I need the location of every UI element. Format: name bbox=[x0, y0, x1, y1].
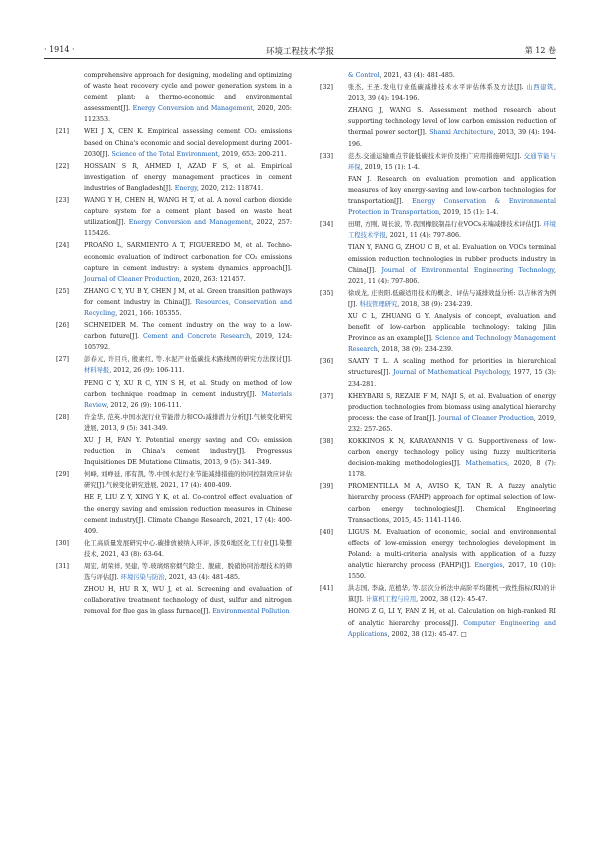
reference-citation-tail: , 2013, 39 (4): 194-196. bbox=[348, 84, 556, 103]
reference-entry bbox=[308, 391, 556, 435]
reference-entry bbox=[308, 288, 556, 310]
reference-text: ZHOU H, HU R X, WU J, et al. Screening and evaluation of collaborative treatment technology of dust, sulfur and nitrogen removal for flue gas in glass furnace[J]. bbox=[84, 586, 292, 616]
reference-citation-tail: , 2013, 39 (4): 194-196. bbox=[348, 129, 556, 148]
reference-number: [41] bbox=[320, 585, 333, 593]
reference-journal-link[interactable]: Journal of Cleaner Production bbox=[84, 275, 180, 283]
reference-entry bbox=[44, 538, 292, 560]
reference-citation-tail: , 2002, 38 (12): 45-47. bbox=[416, 596, 488, 604]
reference-text: HOSSAIN S R, AHMED I, AZAD F S, et al. Empirical investigation of energy management practices in cement industries of Bangladesh[J]. bbox=[84, 162, 292, 192]
reference-number: [23] bbox=[56, 197, 69, 205]
reference-journal-link[interactable]: Journal of Mathematical Psychology bbox=[390, 369, 510, 377]
reference-entry bbox=[44, 561, 292, 583]
reference-journal-link[interactable]: 山西建筑 bbox=[523, 84, 554, 92]
reference-text: HONG Z G, LI Y, FAN Z H, et al. Calculation on high-ranked RI of analytic hierarchy process[J]. bbox=[348, 608, 556, 627]
reference-citation-tail: , 2019, 124: 105792. bbox=[84, 333, 292, 352]
reference-entry bbox=[308, 82, 556, 104]
reference-number: [34] bbox=[320, 221, 333, 229]
reference-text: PROMENTILLA M A, AVISO K, TAN R. A fuzzy analytic hierarchy process (FAHP) approach for optimal selection of low-carbon energy technologies[J]. Chemical Engineering Transactions, 2015, 45: 1141-1146. bbox=[348, 483, 556, 524]
reference-citation-tail: , 2019, 15 (1): 1-4. bbox=[439, 209, 499, 217]
reference-number: [38] bbox=[320, 438, 333, 445]
reference-citation-tail: , 2017, 10 (10): 1550. bbox=[348, 562, 556, 581]
reference-journal-link[interactable]: Environmental Pollution bbox=[210, 608, 290, 616]
reference-text: HE F, LIU Z Y, XING Y K, et al. Co-control effect evaluation of the energy saving and emission reduction measures in Chinese cement industry[J]. Climate Change Research, 2021, 17 (4): 400-409. bbox=[84, 494, 292, 535]
reference-entry bbox=[44, 354, 292, 376]
reference-text: 化工高质量发展研究中心.碳排放被纳入环评, 涉及6地区化工行业[J].染整技术, 2021, 43 (8): 63-64. bbox=[84, 539, 292, 558]
reference-entry bbox=[308, 151, 556, 173]
reference-citation-tail: , 2012, 26 (9): 106-111. bbox=[109, 367, 185, 375]
reference-entry bbox=[44, 378, 292, 411]
reference-journal-link[interactable]: Journal of Cleaner Production bbox=[436, 414, 534, 422]
reference-entry bbox=[44, 240, 292, 284]
reference-citation-tail: , 2021, 11 (4): 797-806. bbox=[348, 266, 556, 285]
reference-citation-tail: , 2012, 26 (9): 106-111. bbox=[106, 401, 182, 409]
reference-citation-tail: , 2020, 263: 121457. bbox=[179, 275, 246, 283]
reference-citation-tail: , 2021, 43 (4): 481-485. bbox=[379, 72, 455, 79]
reference-citation-tail: , 2002, 38 (12): 45-47. □ bbox=[387, 630, 467, 638]
reference-entry bbox=[44, 320, 292, 353]
reference-text: ZHANG C Y, YU B Y, CHEN J M, et al. Green transition pathways for cement industry in China[J]. bbox=[84, 287, 292, 306]
reference-entry bbox=[308, 527, 556, 582]
reference-entry bbox=[44, 412, 292, 434]
reference-journal-link[interactable]: Energy Conversion and Management bbox=[130, 105, 253, 113]
reference-journal-link[interactable]: Materials Review bbox=[84, 390, 293, 409]
reference-entry bbox=[308, 481, 556, 525]
reference-text: 周宏, 胡荣祥, 吴建, 等.玻璃熔窑烟气除尘、脱硫、脱硝协同治理技术的筛选与评估[J]. bbox=[84, 563, 292, 582]
reference-text: 徐成龙, 庄贵阳.低碳适用技术的概念、评估与减排效益分析: 以吉林省为例[J]. bbox=[348, 289, 556, 308]
reference-entry bbox=[308, 70, 556, 81]
reference-entry bbox=[44, 469, 292, 491]
reference-citation-tail: , 2021, 43 (4): 481-485. bbox=[164, 574, 240, 582]
reference-entry bbox=[44, 161, 292, 194]
reference-journal-link[interactable]: Mathematics bbox=[460, 460, 508, 468]
reference-citation-tail: , 2022, 257: 115426. bbox=[84, 219, 292, 238]
reference-citation-tail: , 2021, 166: 105355. bbox=[115, 309, 182, 317]
reference-number: [26] bbox=[56, 322, 69, 330]
reference-text: PROAÑO L, SARMIENTO A T, FIGUEREDO M, et al. Techno-economic evaluation of indirect carbonation for CO₂ emissions capture in cement industry: a system dynamics approach[J]. bbox=[84, 242, 292, 272]
reference-entry bbox=[308, 311, 556, 355]
reference-text: 何峰, 刘峥延, 邢有凯, 等.中国水泥行业节能减排措施的协同控制效应评估研究[J].气候变化研究进展, 2021, 17 (4): 400-409. bbox=[84, 471, 292, 490]
reference-journal-link[interactable]: Journal of Environmental Engineering Technology bbox=[376, 266, 554, 274]
reference-text: 洪志国, 李焱, 范植华, 等.层次分析法中高阶平均随机一致性指标(RI)的计算[J]. bbox=[348, 585, 556, 604]
reference-text: LIGUS M. Evaluation of economic, social and environmental effects of low-emission energy technologies development in Poland: a multi-criteria analysis with application of a fuzzy analytic hierarchy process (FAHP)[J]. bbox=[348, 528, 556, 570]
reference-text: WANG Y H, CHEN H, WANG H T, et al. A novel carbon dioxide capture system for a cement plant based on waste heat utilization[J]. bbox=[84, 197, 292, 227]
reference-text: ZHANG J, WANG S. Assessment method research about supporting technology level of low carbon emission reduction of thermal power sector[J]. bbox=[348, 107, 556, 137]
reference-entry bbox=[44, 286, 292, 319]
reference-number: [30] bbox=[56, 539, 69, 547]
reference-journal-link[interactable]: Energy bbox=[172, 184, 197, 192]
reference-journal-link[interactable]: & Control bbox=[348, 72, 380, 79]
reference-entry bbox=[308, 606, 556, 639]
reference-number: [35] bbox=[320, 289, 333, 297]
reference-citation-tail: , 2018, 38 (9): 234-239. bbox=[377, 346, 454, 354]
reference-entry bbox=[308, 105, 556, 149]
reference-journal-link[interactable]: Science of the Total Environment bbox=[109, 150, 218, 158]
reference-number: [22] bbox=[56, 162, 69, 170]
reference-text: XU J H, FAN Y. Potential energy saving and CO₂ emission reduction in China's cement industry[J]. Progressus Inquisitiones DE Mutatione Climatis, 2013, 9 (5): 341-349. bbox=[84, 437, 292, 467]
reference-text: 田珺, 方刚, 周长波, 等.我国橡胶制品行业VOCs末端减排技术评估[J]. bbox=[348, 221, 542, 229]
references-right-column bbox=[308, 70, 556, 641]
reference-journal-link[interactable]: 材料导报 bbox=[84, 367, 110, 375]
reference-number: [25] bbox=[56, 287, 69, 295]
reference-number: [21] bbox=[56, 128, 69, 136]
reference-number: [37] bbox=[320, 392, 333, 400]
reference-citation-tail: , 2020, 212: 118741. bbox=[196, 184, 264, 192]
references-left-column bbox=[44, 70, 292, 619]
reference-text: comprehensive approach for designing, modeling and optimizing of waste heat recovery cycle and power generation system in a cement plant: a thermo-economic and environmental assessment[J]. bbox=[84, 72, 292, 113]
reference-text: 张杰, 王圣.发电行业低碳减排技术水平评估体系及方法[J]. bbox=[348, 84, 524, 92]
reference-number: [33] bbox=[320, 152, 333, 160]
reference-citation-tail: , 2020, 8 (7): 1178. bbox=[348, 460, 556, 479]
reference-citation-tail: , 2019, 653: 200-211. bbox=[217, 150, 287, 158]
reference-citation-tail: , 2019, 232: 257-265. bbox=[348, 414, 556, 433]
reference-journal-link[interactable]: Shanxi Architecture bbox=[426, 129, 494, 137]
reference-text: KOKKINOS K N, KARAYANNIS V G. Supportiveness of low-carbon energy technology policy using fuzzy multicriteria decision-making methodologies[J]. bbox=[348, 438, 556, 468]
reference-text: SAATY T L. A scaling method for priorities in hierarchical structures[J]. bbox=[348, 358, 556, 377]
reference-number: [24] bbox=[56, 242, 69, 250]
reference-entry bbox=[308, 583, 556, 605]
reference-journal-link[interactable]: Energies bbox=[471, 562, 503, 570]
reference-number: [28] bbox=[56, 413, 69, 421]
reference-text: 范杰.交通运输重点节能低碳技术评价及推广应用措施研究[J]. bbox=[348, 152, 522, 160]
reference-entry bbox=[308, 356, 556, 389]
reference-entry bbox=[308, 219, 556, 241]
reference-number: [31] bbox=[56, 563, 69, 571]
reference-entry bbox=[44, 70, 292, 125]
reference-journal-link[interactable]: 环境污染与防治 bbox=[118, 574, 165, 582]
reference-journal-link[interactable]: 计算机工程与应用 bbox=[363, 596, 417, 604]
reference-entry bbox=[44, 126, 292, 159]
reference-citation-tail: , 2021, 11 (4): 797-806. bbox=[385, 232, 462, 240]
running-header bbox=[44, 44, 556, 59]
reference-text: 彭春元, 许目兵, 殷素红, 等.水泥产业低碳技术路线图的研究方法探讨[J]. bbox=[84, 356, 292, 364]
reference-journal-link[interactable]: 交通节能与环保 bbox=[348, 152, 556, 171]
reference-text: XU C L, ZHUANG G Y. Analysis of concept, evaluation and benefit of low-carbon applicable technology: taking Jilin Province as an example[J]. bbox=[348, 312, 556, 343]
reference-text: FAN J. Research on evaluation promotion and application measures of key energy-saving and low-carbon technologies for transportation[J]. bbox=[348, 175, 556, 206]
reference-citation-tail: , 2020, 205: 112353. bbox=[84, 105, 292, 124]
reference-number: [27] bbox=[56, 356, 69, 364]
reference-citation-tail: , 1977, 15 (3): 234-281. bbox=[348, 369, 556, 388]
reference-entry bbox=[308, 174, 556, 218]
reference-journal-link[interactable]: 环境工程技术学报 bbox=[348, 221, 556, 240]
reference-entry bbox=[308, 436, 556, 480]
reference-text: KHEYBARI S, REZAIE F M, NAJI S, et al. Evaluation of energy production technologies from biomass using analytical hierarchy process: the case of Iran[J]. bbox=[348, 392, 556, 422]
reference-journal-link[interactable]: Computer Engineering and Applications bbox=[348, 619, 556, 638]
reference-text: PENG C Y, XU R C, YIN S H, et al. Study on method of low carbon technique roadmap in cement industry[J]. bbox=[84, 379, 292, 398]
reference-journal-link[interactable]: Resources, Conservation and Recycling bbox=[84, 298, 292, 317]
reference-entry bbox=[44, 584, 292, 617]
reference-journal-link[interactable]: Cement and Concrete Research bbox=[139, 333, 251, 341]
reference-journal-link[interactable]: Energy Conversion and Management bbox=[125, 219, 252, 227]
reference-journal-link[interactable]: Energy Conservation & Environmental Protection in Transportation bbox=[348, 198, 556, 217]
journal-title: 环境工程技术学报 bbox=[265, 47, 334, 57]
volume-label: 第 12 卷 bbox=[524, 46, 556, 55]
reference-text: SCHNEIDER M. The cement industry on the way to a low-carbon future[J]. bbox=[84, 322, 292, 341]
reference-journal-link[interactable]: 科技管理研究 bbox=[357, 300, 398, 308]
reference-entry bbox=[44, 195, 292, 239]
reference-entry bbox=[308, 242, 556, 286]
reference-journal-link[interactable]: Science and Technology Management Research bbox=[348, 335, 556, 354]
reference-text: TIAN Y, FANG G, ZHOU C B, et al. Evaluation on VOCs terminal emission reduction technologies in rubber products industry in China[J]. bbox=[348, 244, 556, 274]
page-number: · 1914 · bbox=[44, 45, 75, 54]
reference-entry bbox=[44, 492, 292, 536]
reference-number: [40] bbox=[320, 528, 333, 536]
reference-citation-tail: , 2018, 38 (9): 234-239. bbox=[397, 300, 473, 308]
reference-text: WEI J X, CEN K. Empirical assessing cement CO₂ emissions based on China's economic and social development during 2001-2030[J]. bbox=[84, 128, 292, 158]
reference-text: 许金华, 范英.中国水泥行业节能潜力和CO₂减排潜力分析[J].气候变化研究进展, 2013, 9 (5): 341-349. bbox=[84, 413, 292, 432]
reference-citation-tail: , 2019, 15 (1): 1-4. bbox=[360, 163, 420, 171]
reference-number: [32] bbox=[320, 84, 333, 92]
reference-number: [29] bbox=[56, 471, 69, 479]
reference-number: [36] bbox=[320, 358, 333, 366]
reference-entry bbox=[44, 435, 292, 468]
reference-number: [39] bbox=[320, 483, 333, 491]
